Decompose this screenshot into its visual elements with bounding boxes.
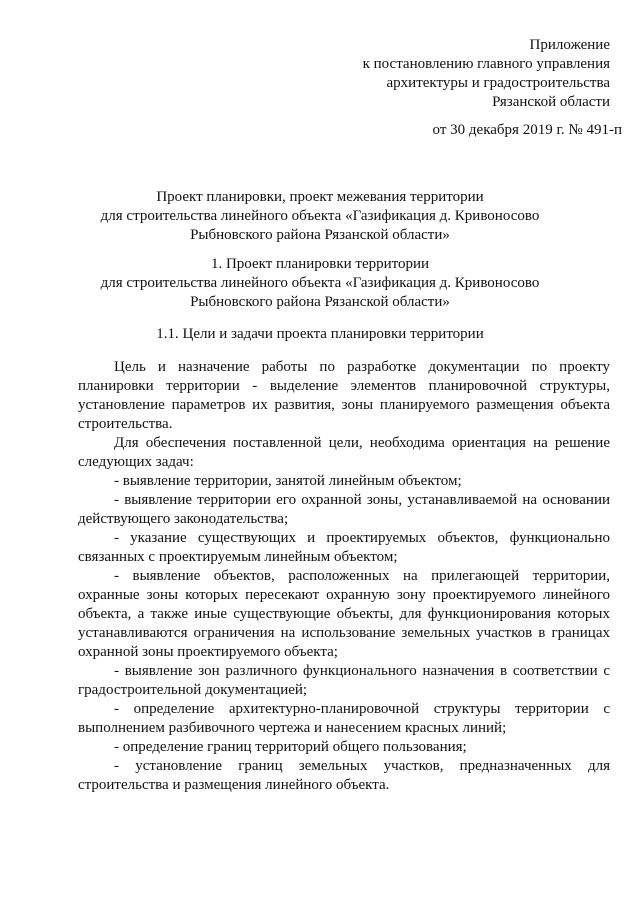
- task-list-item: - выявление территории его охранной зоны, устанавливаемой на основании действующего законодательства;: [78, 492, 610, 527]
- order-date-number: от 30 декабря 2019 г. № 491-п: [432, 122, 622, 138]
- task-list-item: - указание существующих и проектируемых объектов, функционально связанных с проектируемым линейным объектом;: [78, 530, 610, 565]
- body-text: [78, 358, 610, 795]
- title-line: Проект планировки, проект межевания территории: [156, 189, 484, 205]
- document-title: [0, 188, 640, 245]
- task-list-item: - установление границ земельных участков, предназначенных для строительства и размещения линейного объекта.: [78, 758, 610, 793]
- appendix-line: архитектуры и градостроительства: [386, 75, 610, 91]
- subsection-heading-text: 1.1. Цели и задачи проекта планировки территории: [156, 326, 484, 342]
- title-line: Рыбновского района Рязанской области»: [190, 227, 450, 243]
- task-list-item: - выявление зон различного функционального назначения в соответствии с градостроительной документацией;: [78, 663, 610, 698]
- task-list-item: - выявление объектов, расположенных на прилегающей территории, охранные зоны которых пересекают охранную зону проектируемого линейного объекта, а также иные существующие объекты, для функционирования которых устанавливаются ограничения на использование земельных участков в границах охранной зоны проектируемого объекта;: [78, 568, 610, 660]
- task-list-item: - определение границ территорий общего пользования;: [114, 739, 467, 755]
- paragraph: Для обеспечения поставленной цели, необходима ориентация на решение следующих задач:: [78, 435, 610, 470]
- appendix-line: Рязанской области: [492, 94, 610, 110]
- section-heading-line: для строительства линейного объекта «Газификация д. Кривоносово: [100, 275, 540, 291]
- task-list-item: - выявление территории, занятой линейным объектом;: [114, 473, 462, 489]
- title-line: для строительства линейного объекта «Газификация д. Кривоносово: [100, 208, 540, 224]
- appendix-header: [363, 36, 610, 112]
- appendix-line: к постановлению главного управления: [362, 56, 610, 72]
- section-heading-line: 1. Проект планировки территории: [210, 256, 430, 272]
- subsection-heading: [0, 325, 640, 344]
- paragraph: Цель и назначение работы по разработке документации по проекту планировки территории - выделение элементов планировочной структуры, установление параметров их развития, зоны планируемого размещения объекта строительства.: [78, 359, 610, 432]
- section-heading-line: Рыбновского района Рязанской области»: [190, 294, 450, 310]
- appendix-line: Приложение: [529, 37, 610, 53]
- task-list-item: - определение архитектурно-планировочной структуры территории с выполнением разбивочного чертежа и нанесением красных линий;: [78, 701, 610, 736]
- section-heading: [0, 255, 640, 312]
